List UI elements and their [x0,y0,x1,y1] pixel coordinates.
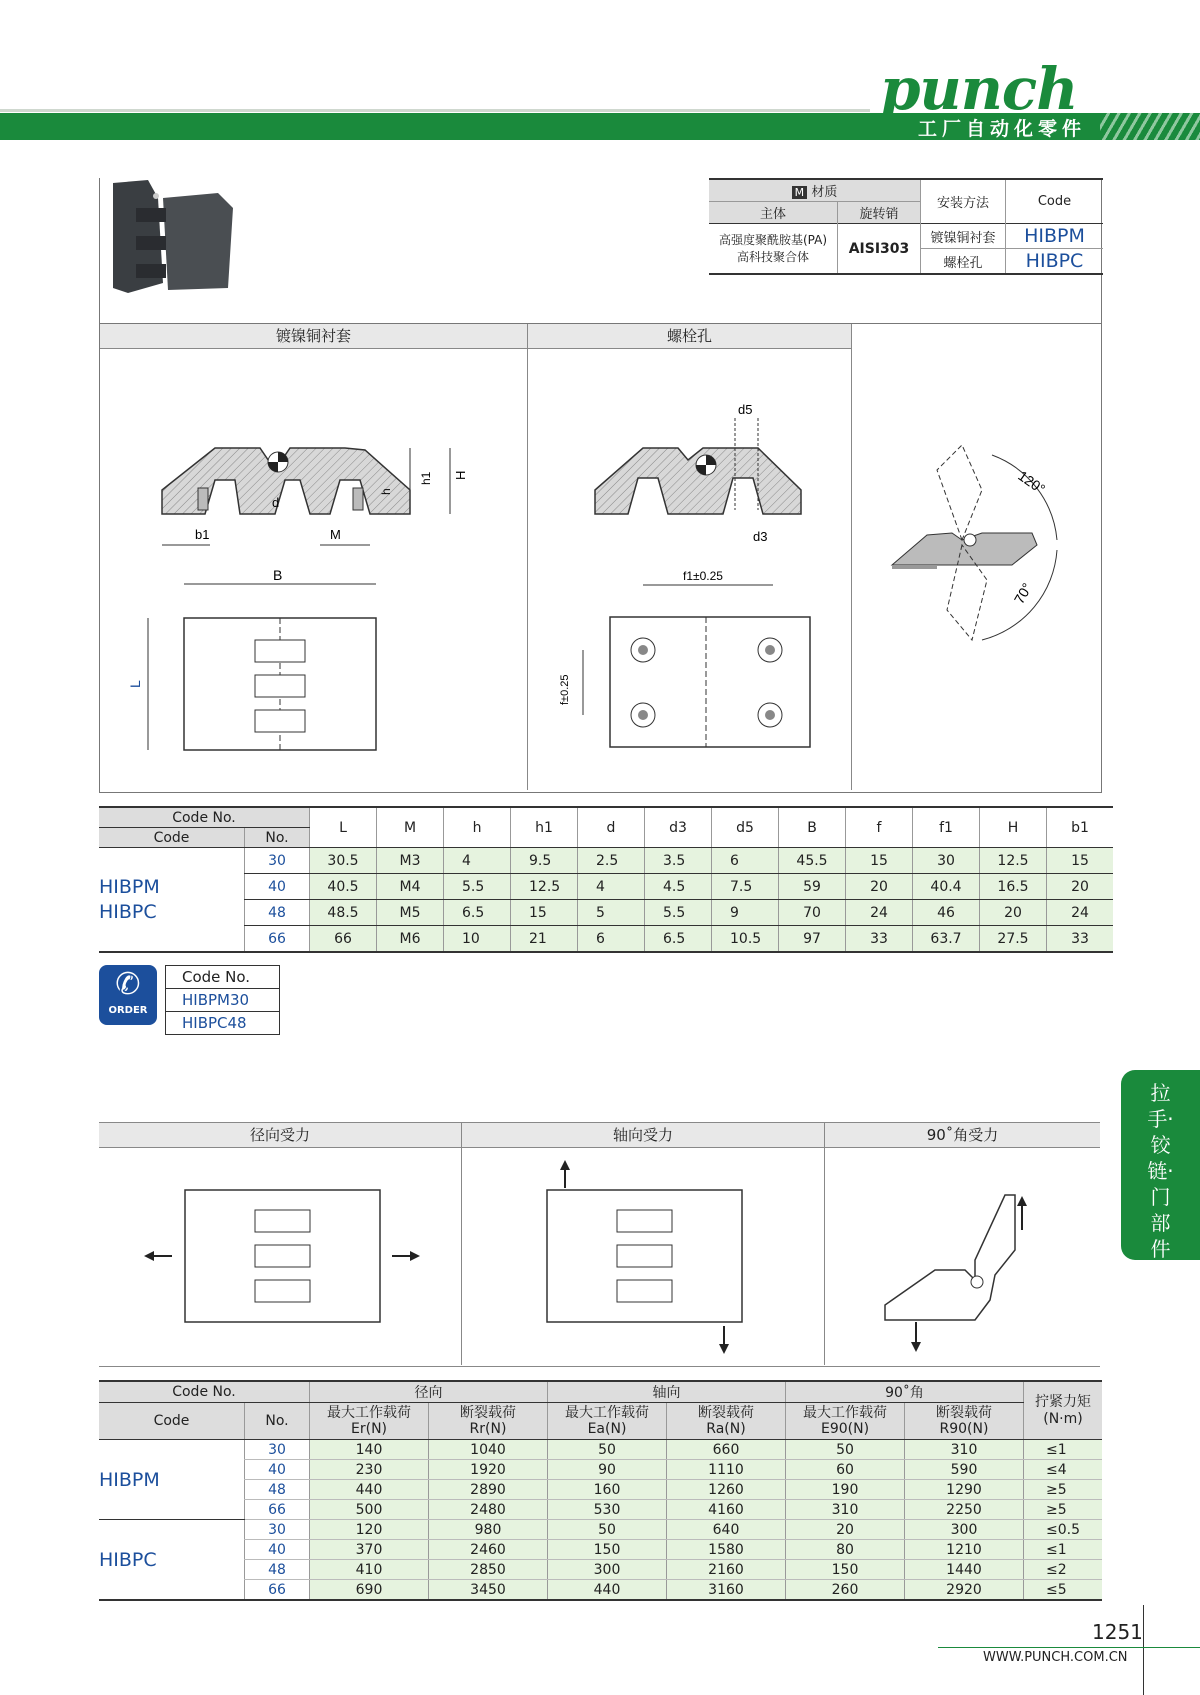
load-value-cell: ≤2 [1024,1560,1103,1580]
dim-value-cell: 46 [913,900,980,926]
load-no-cell: 30 [245,1520,310,1540]
table-row [99,874,1113,900]
load-no-cell: 48 [245,1480,310,1500]
load-value-cell: 50 [548,1520,667,1540]
brand-subtitle: 工厂自动化零件 [918,118,1087,140]
load-value-cell: 3450 [429,1580,548,1601]
order-item-0: HIBPM30 [166,989,280,1012]
load-sub-header: 断裂载荷 Ra(N) [667,1403,786,1440]
side-tab-char: 链· [1147,1159,1174,1183]
dim-value-cell: 30.5 [310,848,377,874]
load-value-cell: 1040 [429,1440,548,1460]
dim-value-cell: 59 [779,874,846,900]
dim-col-b1: b1 [1047,807,1114,848]
table-row [99,900,1113,926]
load-value-cell: 230 [310,1460,429,1480]
dim-value-cell: 24 [846,900,913,926]
side-tab-char: 门 [1150,1185,1171,1209]
header-line [0,109,870,112]
dim-no-cell: 48 [245,900,310,926]
dim-value-cell: 3.5 [645,848,712,874]
page-number: 1251 [1092,1620,1143,1644]
dim-col-d5: d5 [712,807,779,848]
svg-text:h: h [379,488,393,495]
svg-text:d3: d3 [753,529,768,544]
load-value-cell: 310 [905,1440,1024,1460]
dim-value-cell: 20 [846,874,913,900]
dimension-table [99,806,1113,953]
load-sub-header: 最大工作载荷 E90(N) [786,1403,905,1440]
dim-code-no-header: Code No. [99,807,310,828]
dim-value-cell: 40.5 [310,874,377,900]
load-drawing-90 [825,1150,1100,1364]
load-no-cell: 66 [245,1500,310,1520]
footer-url[interactable]: WWW.PUNCH.COM.CN [983,1650,1128,1665]
dim-value-cell: 4 [444,848,511,874]
brand-logo: punch [880,55,1078,123]
dim-value-cell: 7.5 [712,874,779,900]
order-header: Code No. [166,966,280,989]
dim-col-d: d [578,807,645,848]
svg-text:f±0.25: f±0.25 [559,674,571,705]
dim-col-B: B [779,807,846,848]
dim-value-cell: 70 [779,900,846,926]
svg-text:f1±0.25: f1±0.25 [683,569,723,583]
dim-col-M: M [377,807,444,848]
table-row [99,1500,1102,1520]
dim-value-cell: 15 [846,848,913,874]
load-value-cell: ≥5 [1024,1480,1103,1500]
side-tab-char: 手· [1147,1107,1174,1131]
svg-text:h1: h1 [419,471,433,485]
table-row [99,1460,1102,1480]
load-value-cell: 500 [310,1500,429,1520]
order-table [165,965,280,1035]
load-value-cell: ≤0.5 [1024,1520,1103,1540]
load-value-cell: ≥5 [1024,1500,1103,1520]
dim-value-cell: 33 [846,926,913,953]
material-header: M 材质 [709,179,921,202]
dim-value-cell: 24 [1047,900,1114,926]
load-code-cell: HIBPM [99,1440,245,1520]
dim-value-cell: 9.5 [511,848,578,874]
load-value-cell: 80 [786,1540,905,1560]
load-title-axial: 轴向受力 [462,1123,825,1148]
load-no-cell: 40 [245,1460,310,1480]
code-row-1: HIBPC [1006,249,1104,275]
table-row [99,1440,1102,1460]
dim-value-cell: 48.5 [310,900,377,926]
pin-value: AISI303 [838,224,921,275]
load-value-cell: 3160 [667,1580,786,1601]
load-value-cell: 50 [786,1440,905,1460]
dim-value-cell: M4 [377,874,444,900]
load-no-cell: 48 [245,1560,310,1580]
dim-no-header: No. [245,828,310,848]
load-value-cell: 160 [548,1480,667,1500]
load-sub-header: 断裂载荷 R90(N) [905,1403,1024,1440]
install-header: 安装方法 [921,179,1006,224]
drawing-angle [852,350,1099,790]
load-drawing-axial [462,1150,824,1364]
load-value-cell: 1260 [667,1480,786,1500]
load-value-cell: 2460 [429,1540,548,1560]
install-row-0: 镀镍铜衬套 [921,224,1006,249]
svg-text:L: L [127,680,143,688]
body-value: 高强度聚酰胺基(PA) 高科技聚合体 [709,224,838,275]
load-value-cell: 140 [310,1440,429,1460]
load-value-cell: 300 [905,1520,1024,1540]
dim-value-cell: 9 [712,900,779,926]
table-row [99,926,1113,953]
drawing-title-mid: 螺栓孔 [528,324,852,349]
order-item-1: HIBPC48 [182,1014,247,1032]
dim-value-cell: 6.5 [645,926,712,953]
install-row-1: 螺栓孔 [921,249,1006,275]
dim-value-cell: 63.7 [913,926,980,953]
load-value-cell: 1580 [667,1540,786,1560]
drawing-bolt-hole [528,350,851,790]
load-value-cell: 300 [548,1560,667,1580]
load-value-cell: 440 [548,1580,667,1601]
dim-value-cell: 6.5 [444,900,511,926]
load-value-cell: 590 [905,1460,1024,1480]
load-group-90: 90˚角 [786,1381,1024,1403]
dim-col-d3: d3 [645,807,712,848]
dim-value-cell: 15 [1047,848,1114,874]
load-value-cell: 440 [310,1480,429,1500]
load-value-cell: ≤5 [1024,1580,1103,1601]
load-value-cell: 2890 [429,1480,548,1500]
load-value-cell: 90 [548,1460,667,1480]
dim-col-h: h [444,807,511,848]
load-title-90: 90˚角受力 [825,1123,1100,1148]
load-drawing-radial [100,1150,461,1364]
side-tab-char: 铰 [1150,1133,1171,1157]
svg-text:M: M [330,527,341,542]
load-value-cell: 260 [786,1580,905,1601]
dim-value-cell: 20 [980,900,1047,926]
dim-value-cell: 15 [511,900,578,926]
svg-text:d5: d5 [738,402,753,417]
load-value-cell: 1440 [905,1560,1024,1580]
svg-text:B: B [273,567,283,583]
svg-text:120°: 120° [1015,467,1049,498]
load-no-cell: 66 [245,1580,310,1601]
table-row [99,1480,1102,1500]
load-sub-header: 最大工作载荷 Ea(N) [548,1403,667,1440]
load-code-header: Code [99,1403,245,1440]
load-code-no-header: Code No. [99,1381,310,1403]
dim-value-cell: 5.5 [645,900,712,926]
load-value-cell: 690 [310,1580,429,1601]
load-value-cell: 150 [786,1560,905,1580]
load-value-cell: 980 [429,1520,548,1540]
side-tab-char: 部 [1150,1211,1171,1235]
load-value-cell: 1920 [429,1460,548,1480]
load-value-cell: 370 [310,1540,429,1560]
load-value-cell: ≤1 [1024,1540,1103,1560]
body-header: 主体 [709,202,838,224]
dim-value-cell: 21 [511,926,578,953]
load-value-cell: 660 [667,1440,786,1460]
load-value-cell: 60 [786,1460,905,1480]
table-row [99,1580,1102,1601]
load-value-cell: 310 [786,1500,905,1520]
dim-value-cell: 66 [310,926,377,953]
dim-value-cell: 40.4 [913,874,980,900]
pin-header: 旋转销 [838,202,921,224]
dim-col-H: H [980,807,1047,848]
load-table [99,1380,1102,1601]
load-value-cell: 2250 [905,1500,1024,1520]
load-value-cell: 4160 [667,1500,786,1520]
load-group-axial: 轴向 [548,1381,786,1403]
dim-value-cell: 10.5 [712,926,779,953]
side-category-tab[interactable] [1121,1070,1200,1260]
load-value-cell: ≤1 [1024,1440,1103,1460]
load-value-cell: 640 [667,1520,786,1540]
load-value-cell: 2480 [429,1500,548,1520]
load-value-cell: 50 [548,1440,667,1460]
load-no-header: No. [245,1403,310,1440]
dim-value-cell: 2.5 [578,848,645,874]
dim-value-cell: 5.5 [444,874,511,900]
load-no-cell: 40 [245,1540,310,1560]
dim-no-cell: 30 [245,848,310,874]
dim-value-cell: 12.5 [511,874,578,900]
dim-value-cell: 16.5 [980,874,1047,900]
load-value-cell: ≤4 [1024,1460,1103,1480]
dim-col-f1: f1 [913,807,980,848]
load-sub-header: 断裂载荷 Rr(N) [429,1403,548,1440]
table-row [99,1540,1102,1560]
load-value-cell: 530 [548,1500,667,1520]
load-value-cell: 1290 [905,1480,1024,1500]
load-sub-header: 最大工作载荷 Er(N) [310,1403,429,1440]
svg-text:70°: 70° [1010,580,1036,607]
dim-value-cell: 10 [444,926,511,953]
code-header: Code [1006,179,1104,224]
dim-no-cell: 66 [245,926,310,953]
dim-value-cell: 45.5 [779,848,846,874]
load-value-cell: 150 [548,1540,667,1560]
load-no-cell: 30 [245,1440,310,1460]
svg-text:b1: b1 [195,527,210,542]
dim-value-cell: 6 [578,926,645,953]
svg-text:d: d [272,495,280,510]
table-row [99,848,1113,874]
table-row [99,1560,1102,1580]
side-tab-char: 件 [1150,1237,1171,1261]
dim-value-cell: 4 [578,874,645,900]
material-icon: M [792,186,808,199]
material-table [709,178,1103,275]
load-value-cell: 20 [786,1520,905,1540]
dim-col-h1: h1 [511,807,578,848]
dim-value-cell: 4.5 [645,874,712,900]
side-tab-char: 拉 [1150,1081,1171,1105]
dim-value-cell: 5 [578,900,645,926]
dim-no-cell: 40 [245,874,310,900]
dim-value-cell: 27.5 [980,926,1047,953]
dim-value-cell: M3 [377,848,444,874]
footer-hline [938,1647,1200,1648]
dim-value-cell: 12.5 [980,848,1047,874]
dim-value-cell: M5 [377,900,444,926]
load-torque-header: 拧紧力矩 (N·m) [1024,1381,1103,1440]
dim-code-header: Code [99,828,245,848]
load-value-cell: 2920 [905,1580,1024,1601]
table-row [99,1520,1102,1540]
dim-value-cell: 33 [1047,926,1114,953]
dim-col-f: f [846,807,913,848]
dim-value-cell: 20 [1047,874,1114,900]
dim-value-cell: 97 [779,926,846,953]
load-value-cell: 190 [786,1480,905,1500]
dim-value-cell: 6 [712,848,779,874]
load-value-cell: 1210 [905,1540,1024,1560]
drawing-bushing [100,350,527,790]
header-stripes [1100,113,1200,140]
load-value-cell: 2850 [429,1560,548,1580]
drawing-title-left: 镀镍铜衬套 [100,324,528,349]
load-value-cell: 120 [310,1520,429,1540]
code-row-0: HIBPM [1006,224,1104,249]
dim-value-cell: 30 [913,848,980,874]
svg-text:H: H [453,470,468,480]
load-value-cell: 1110 [667,1460,786,1480]
product-photo [108,178,233,298]
load-title-radial: 径向受力 [99,1123,462,1148]
load-group-radial: 径向 [310,1381,548,1403]
footer-vline [1143,1605,1144,1695]
load-value-cell: 2160 [667,1560,786,1580]
load-code-cell: HIBPC [99,1520,245,1601]
dim-code-cell: HIBPM HIBPC [99,848,245,953]
dim-value-cell: M6 [377,926,444,953]
load-value-cell: 410 [310,1560,429,1580]
order-icon: ✆ ORDER [99,965,157,1025]
dim-col-L: L [310,807,377,848]
